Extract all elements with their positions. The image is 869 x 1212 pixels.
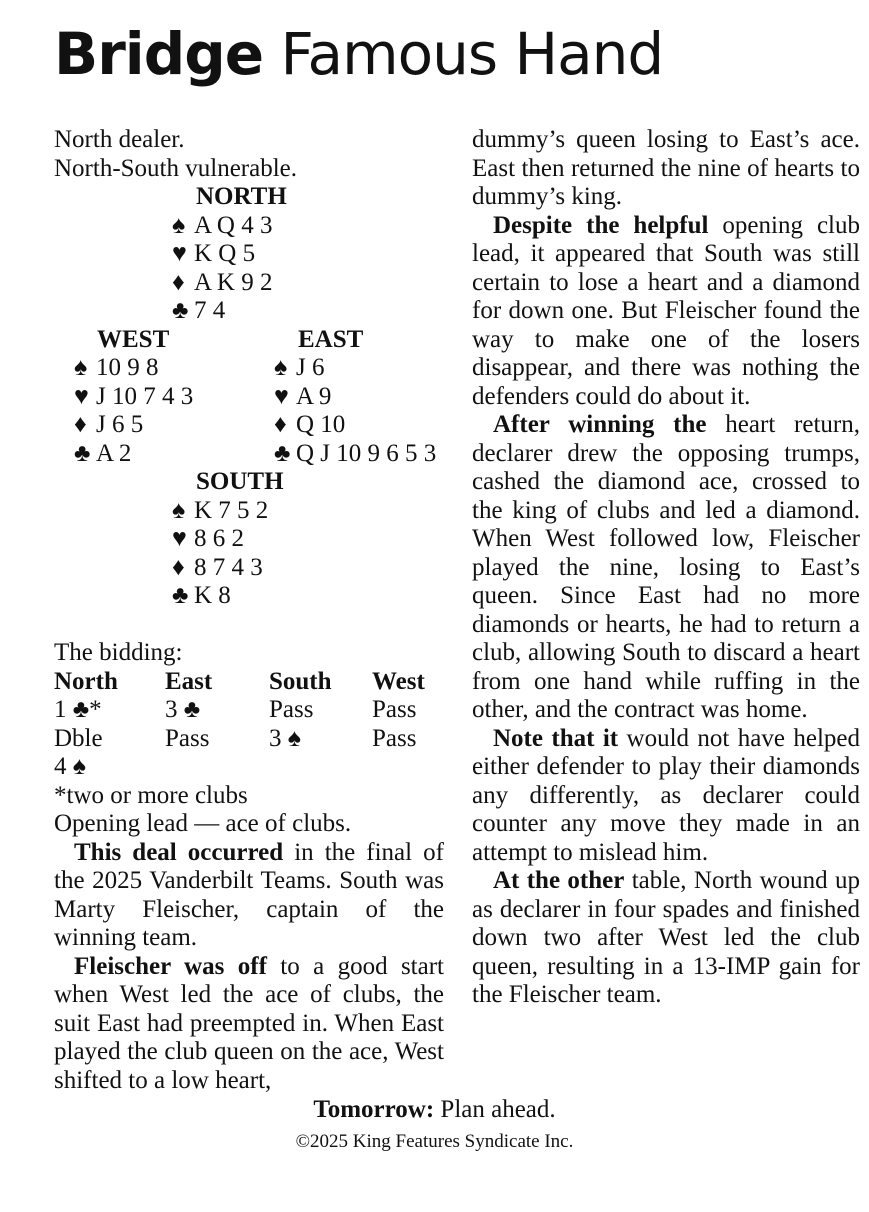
article-paragraph: dummy’s queen losing to East’s ace. East then returned the nine of hearts to dummy’s king. <box>472 126 860 210</box>
club-icon: ♣ <box>74 439 91 467</box>
title-bold: Bridge <box>54 20 264 88</box>
heart-icon: ♥ <box>172 240 187 267</box>
opening-lead: Opening lead — ace of clubs. <box>54 810 352 837</box>
vulnerability-line: North-South vulnerable. <box>54 154 298 182</box>
bidding-row: 1 ♣* 3 ♣ Pass Pass <box>54 696 417 723</box>
article-paragraph: Despite the helpful opening club lead, it appeared that South was still certain to lose a heart and a diamond for down one. But Fleischer found the way to make one of the losers disappear, and there was nothing the defenders could do about it. <box>472 211 860 410</box>
bidding-footnote: *two or more clubs <box>54 781 248 809</box>
west-clubs: ♣ A 2 <box>74 439 132 467</box>
south-hearts: ♥ 8 6 2 <box>172 525 244 552</box>
copyright: ©2025 King Features Syndicate Inc. <box>295 1131 574 1152</box>
north-label: NORTH <box>196 183 287 210</box>
diamond-icon: ♦ <box>172 268 185 296</box>
title-rest: Famous Hand <box>263 20 664 88</box>
west-hearts: ♥ J 10 7 4 3 <box>74 382 194 410</box>
east-hearts: ♥ A 9 <box>274 382 332 410</box>
north-clubs: ♣ 7 4 <box>172 297 226 324</box>
west-diamonds: ♦ J 6 5 <box>74 411 144 438</box>
spade-icon: ♠ <box>172 211 186 239</box>
article-paragraph: After winning the heart return, declarer drew the opposing trumps, cashed the diamond ace, crossed to the king of clubs and led a diamond. When West followed low, Fleischer played the nine, losing to East’s queen. Since East had no more diamonds or hearts, he had to return a club, allowing South to discard a heart from one hand while ruffing in the other, and the contract was home. <box>472 411 860 723</box>
bidding-title: The bidding: <box>54 639 183 666</box>
spade-icon: ♠ <box>274 354 288 381</box>
article-paragraph: This deal occurred in the final of the 2025 Vanderbilt Teams. South was Marty Fleischer, captain of the winning team. <box>54 838 444 951</box>
right-column <box>472 126 860 1010</box>
spade-icon: ♠ <box>172 496 186 524</box>
bidding-row: 4 ♠ <box>54 753 87 780</box>
west-label: WEST <box>97 325 170 353</box>
club-icon: ♣ <box>172 297 189 324</box>
west-spades: ♠ 10 9 8 <box>74 354 159 381</box>
south-spades: ♠ K 7 5 2 <box>172 496 269 524</box>
heart-icon: ♥ <box>74 382 89 410</box>
north-diamonds: ♦ A K 9 2 <box>172 268 273 296</box>
bidding-header: North East South West <box>54 667 425 695</box>
south-clubs: ♣ K 8 <box>172 582 231 609</box>
article-paragraph: Note that it would not have helped either defender to play their diamonds any differently, as declarer could counter any move they made in an attempt to mislead him. <box>472 724 860 866</box>
north-spades: ♠ A Q 4 3 <box>172 211 273 239</box>
hand-diagram <box>54 183 444 639</box>
heart-icon: ♥ <box>172 525 187 552</box>
diamond-icon: ♦ <box>172 553 185 581</box>
diamond-icon: ♦ <box>274 411 287 438</box>
club-icon: ♣ <box>172 582 189 609</box>
spade-icon: ♠ <box>74 354 88 381</box>
club-icon: ♣ <box>274 439 291 467</box>
dealer-line: North dealer. <box>54 126 185 153</box>
south-label: SOUTH <box>196 468 284 495</box>
page-title <box>54 20 663 89</box>
left-column <box>54 126 444 1095</box>
south-diamonds: ♦ 8 7 4 3 <box>172 553 263 581</box>
heart-icon: ♥ <box>274 382 289 410</box>
article-paragraph: At the other table, North wound up as declarer in four spades and finished down two after West led the club queen, resulting in a 13-IMP gain for the Fleischer team. <box>472 867 860 1008</box>
diamond-icon: ♦ <box>74 411 87 438</box>
article-paragraph: Fleischer was off to a good start when West led the ace of clubs, the suit East had preempted in. When East played the club queen on the ace, West shifted to a low heart, <box>54 952 444 1094</box>
east-label: EAST <box>298 325 364 353</box>
north-hearts: ♥ K Q 5 <box>172 240 256 267</box>
east-spades: ♠ J 6 <box>274 354 325 381</box>
east-diamonds: ♦ Q 10 <box>274 411 346 438</box>
east-clubs: ♣ Q J 10 9 6 5 3 <box>274 439 437 467</box>
tomorrow-line: Tomorrow: Plan ahead. <box>313 1096 556 1123</box>
bidding-row: Dble Pass 3 ♠ Pass <box>54 724 417 752</box>
